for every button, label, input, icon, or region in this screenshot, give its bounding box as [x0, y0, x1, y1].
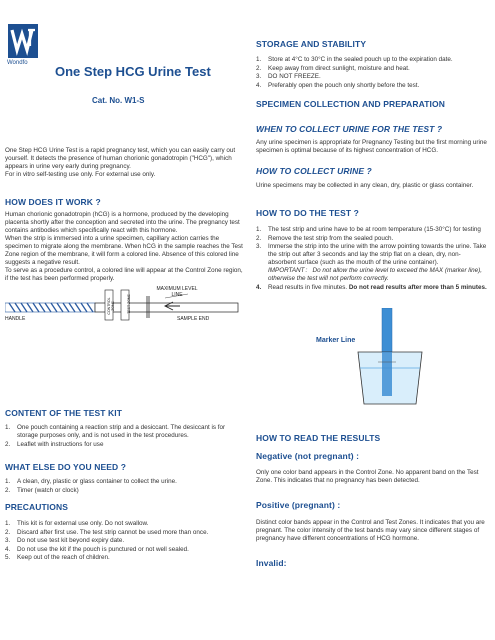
- negative-heading: Negative (not pregnant) :: [256, 451, 360, 461]
- need-heading: WHAT ELSE DO YOU NEED ?: [5, 462, 126, 472]
- precautions-heading: PRECAUTIONS: [5, 502, 68, 512]
- contents-list: [5, 424, 243, 449]
- page-title: One Step HCG Urine Test: [55, 64, 211, 79]
- list-item: 2. Timer (watch or clock): [5, 486, 79, 494]
- logo-text: Wondfo: [7, 60, 28, 66]
- storage-heading: STORAGE AND STABILITY: [256, 39, 367, 49]
- intro-paragraph: [5, 147, 243, 179]
- logo: [8, 24, 38, 58]
- intro-text: One Step HCG Urine Test is a rapid pregnancy test, which you can easily carry out yourself. It detects the presence of human chorionic gonadotropin ("HCG"), which appears in urine very early during pregnancy.: [5, 147, 236, 170]
- list-item: 2. Keep away from direct sunlight, moisture and heat.: [256, 64, 410, 72]
- cup-illustration: [300, 308, 490, 406]
- control-zone-label: CONTROL ZONE: [107, 297, 115, 315]
- important-note: IMPORTANT： Do not allow the urine level to exceed the MAX (marker line), otherwise the test will not perform correctly.: [268, 267, 482, 282]
- how-collect-body: Urine specimens may be collected in any clean, dry, plastic or glass container.: [256, 182, 474, 189]
- handle-label: HANDLE: [5, 316, 26, 322]
- read-warning: Do not read results after more than 5 minutes.: [348, 283, 487, 291]
- list-item: 1. A clean, dry, plastic or glass container to collect the urine.: [5, 478, 177, 485]
- test-zone-label: TEST ZONE: [127, 294, 131, 314]
- test-strip-diagram: [5, 288, 241, 326]
- how-works-body: [5, 211, 243, 283]
- when-body: Any urine specimen is appropriate for Pregnancy Testing but the first morning urine specimen is optimal because of its highest concentration of HCG.: [256, 139, 487, 154]
- list-item: 4. Preferably open the pouch only shortly before the test.: [256, 81, 420, 89]
- list-item: 5. Keep out of the reach of children.: [5, 554, 110, 561]
- list-item: 1. One pouch containing a reaction strip and a desiccant. The desiccant is for storage purposes only, and is not used in the test procedures.: [5, 424, 226, 439]
- how-works-p2: When the strip is immersed into a urine specimen, capillary action carries the specimen to migrate along the membrane. When hCG in the sample reaches the Test Zone region of the membrane, it will form a colored line. Absence of this colored line suggests a negative result.: [5, 235, 243, 266]
- intro-usage: For in vitro self-testing use only. For external use only.: [5, 171, 156, 178]
- marker-line-label: Marker Line: [316, 337, 356, 344]
- list-item: 2. Leaflet with instructions for use: [5, 440, 104, 448]
- how-collect-heading: HOW TO COLLECT URINE ?: [256, 166, 372, 176]
- results-heading: HOW TO READ THE RESULTS: [256, 433, 381, 443]
- list-item: 1. This kit is for external use only. Do not swallow.: [5, 520, 149, 527]
- how-test-list: [256, 226, 488, 292]
- negative-body: Only one color band appears in the Control Zone. No apparent band on the Test Zone. This indicates that no pregnancy has been detected.: [256, 469, 479, 484]
- list-item: 3. Do not use test kit beyond expiry date.: [5, 537, 125, 544]
- positive-heading: Positive (pregnant) :: [256, 500, 341, 510]
- list-item: 3. DO NOT FREEZE.: [256, 73, 321, 80]
- specimen-heading: SPECIMEN COLLECTION AND PREPARATION: [256, 99, 445, 109]
- how-works-p3: To serve as a procedure control, a colored line will appear at the Control Zone region, if the test has been performed properly.: [5, 267, 243, 282]
- how-test-heading: HOW TO DO THE TEST ?: [256, 208, 359, 218]
- list-item: 4. Do not use the kit if the pouch is punctured or not well sealed.: [5, 545, 189, 553]
- sample-end-label: SAMPLE END: [177, 316, 210, 322]
- catalog-number: Cat. No. W1-S: [92, 96, 145, 105]
- max-level-label: MAXIMUM LEVEL LINE: [156, 286, 198, 298]
- how-works-p1: Human chorionic gonadotropin (hCG) is a hormone, produced by the developing placenta shortly after the conception and secreted into the urine. The pregnancy test contains antibodies which specifically react with this hormone.: [5, 211, 240, 234]
- wondfo-logo-icon: [8, 24, 38, 58]
- invalid-heading: Invalid:: [256, 558, 287, 568]
- how-works-heading: HOW DOES IT WORK ?: [5, 197, 101, 207]
- storage-list: [256, 56, 488, 90]
- list-item: 3. Immerse the strip into the urine with the arrow pointing towards the urine. Take the strip out after 3 seconds and lay the strip flat on a clean, dry, non-absorbent surface (such as the mouth of the urine container). IMPORTANT： Do not allow the urine level to exceed the MAX (marker line), otherwise the test will not perform correctly.: [256, 243, 487, 282]
- list-item: 4. Read results in five minutes. Do not read results after more than 5 minutes.: [256, 283, 487, 291]
- strip-handle-icon: [5, 303, 95, 312]
- contents-heading: CONTENT OF THE TEST KIT: [5, 408, 123, 418]
- list-item: 1. The test strip and urine have to be at room temperature (15-30°C) for testing: [256, 226, 481, 233]
- when-heading: WHEN TO COLLECT URINE FOR THE TEST ?: [256, 124, 443, 134]
- positive-body: Distinct color bands appear in the Control and Test Zones. It indicates that you are pregnant. The color intensity of the test bands may vary since different stages of pregnancy have different concentrations of HCG hormone.: [256, 519, 485, 542]
- precautions-list: [5, 520, 243, 563]
- list-item: 1. Store at 4°C to 30°C in the sealed pouch up to the expiration date.: [256, 56, 453, 63]
- list-item: 2. Remove the test strip from the sealed pouch.: [256, 234, 394, 242]
- list-item: 2. Discard after first use. The test strip cannot be used more than once.: [5, 528, 209, 536]
- need-list: [5, 478, 243, 495]
